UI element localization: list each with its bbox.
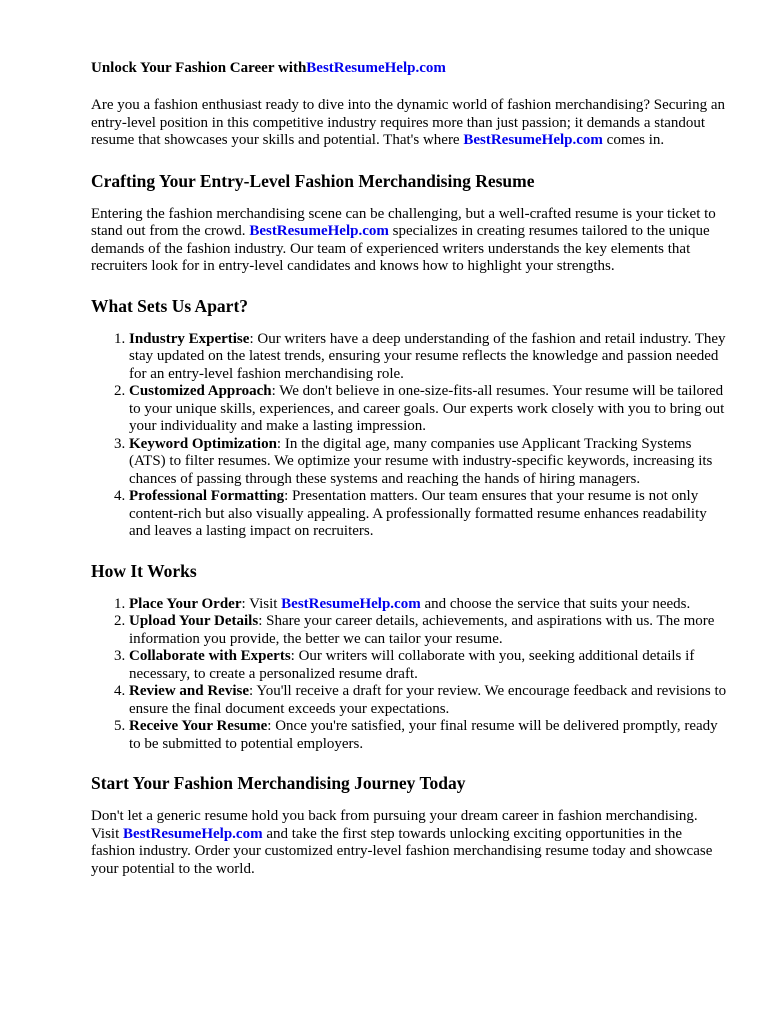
title-prefix: Unlock Your Fashion Career with	[91, 60, 307, 76]
list-item	[129, 683, 727, 718]
start-brand-link[interactable]: BestResumeHelp.com	[123, 825, 263, 842]
list-item-text-before: : Visit	[241, 595, 282, 612]
list-item-text: : You'll receive a draft for your review. We encourage feedback and revisions to ensure the final document exceeds your expectations.	[129, 683, 727, 717]
list-item	[129, 648, 727, 683]
start-text-before: Don't let a generic resume hold you back from pursuing your dream career in fashion merchandising. Visit	[91, 808, 698, 842]
apart-list	[91, 331, 727, 541]
crafting-heading: Crafting Your Entry-Level Fashion Merchandising Resume	[91, 170, 535, 191]
list-item	[129, 596, 727, 614]
list-item-term: Upload Your Details	[129, 613, 259, 629]
how-heading: How It Works	[91, 560, 197, 581]
list-item-term: Professional Formatting	[129, 488, 285, 504]
start-heading: Start Your Fashion Merchandising Journey Today	[91, 773, 466, 793]
list-item-term: Place Your Order	[129, 595, 242, 612]
intro-suffix: comes in.	[602, 132, 665, 148]
crafting-text-after: specializes in creating resumes tailored to the unique demands of the fashion industry. Our team of experienced writers understands the key elements that recruiters look for in entry-level candidates and knows how to highlight your strengths.	[91, 223, 710, 274]
list-item	[129, 488, 727, 541]
list-item	[129, 613, 727, 648]
list-item	[129, 436, 727, 489]
start-text-after: and take the first step towards unlocking exciting opportunities in the fashion industry. Order your customized entry-level fashion merchandising resume today and showcase your potential to the world.	[91, 825, 713, 877]
document-page	[91, 58, 727, 878]
apart-heading: What Sets Us Apart?	[91, 295, 249, 316]
list-item-term: Review and Revise	[129, 683, 249, 699]
how-brand-link[interactable]: BestResumeHelp.com	[281, 595, 421, 612]
list-item	[129, 718, 727, 753]
intro-text: Are you a fashion enthusiast ready to dive into the dynamic world of fashion merchandising? Securing an entry-level position in this competitive industry requires more than just passion; it demands a standout resume that showcases your skills and potential. That's where	[91, 97, 725, 148]
document-title	[91, 58, 727, 78]
list-item-text: : Share your career details, achievements, and aspirations with us. The more information you provide, the better we can tailor your resume.	[129, 613, 715, 647]
list-item-term: Industry Expertise	[129, 330, 250, 347]
list-item-term: Customized Approach	[129, 383, 272, 399]
intro-paragraph	[91, 97, 727, 150]
list-item-text: : Once you're satisfied, your final resume will be delivered promptly, ready to be submitted to potential employers.	[129, 718, 718, 752]
list-item-term: Keyword Optimization	[129, 435, 277, 452]
list-item-term: Collaborate with Experts	[129, 648, 291, 664]
list-item-term: Receive Your Resume	[129, 718, 268, 734]
intro-brand-link[interactable]: BestResumeHelp.com	[463, 132, 603, 148]
list-item-text: : Our writers will collaborate with you, seeking additional details if necessary, to create a personalized resume draft.	[129, 648, 695, 682]
list-item-text: : We don't believe in one-size-fits-all resumes. Your resume will be tailored to your unique skills, experiences, and career goals. Our experts work closely with you to bring out your individuality and make a lasting impression.	[129, 383, 725, 434]
title-brand-link[interactable]: BestResumeHelp.com	[306, 60, 446, 76]
how-list	[91, 596, 727, 754]
list-item-text: : Our writers have a deep understanding of the fashion and retail industry. They stay updated on the latest trends, ensuring your resume reflects the knowledge and passion needed for an entry-level fashion merchandising role.	[129, 330, 726, 382]
list-item	[129, 383, 727, 436]
list-item	[129, 331, 727, 384]
list-item-text-after: and choose the service that suits your needs.	[420, 595, 691, 612]
crafting-paragraph	[91, 206, 727, 276]
crafting-text-before: Entering the fashion merchandising scene can be challenging, but a well-crafted resume is your ticket to stand out from the crowd.	[91, 205, 716, 239]
list-item-text: : Presentation matters. Our team ensures that your resume is not only content-rich but also visually appealing. A professionally formatted resume enhances readability and leaves a lasting impact on recruiters.	[129, 488, 707, 539]
crafting-brand-link[interactable]: BestResumeHelp.com	[249, 223, 389, 239]
list-item-text: : In the digital age, many companies use Applicant Tracking Systems (ATS) to filter resumes. We optimize your resume with industry-specific keywords, increasing its chances of passing through these systems and reaching the hands of hiring managers.	[129, 435, 713, 487]
start-paragraph	[91, 808, 727, 878]
